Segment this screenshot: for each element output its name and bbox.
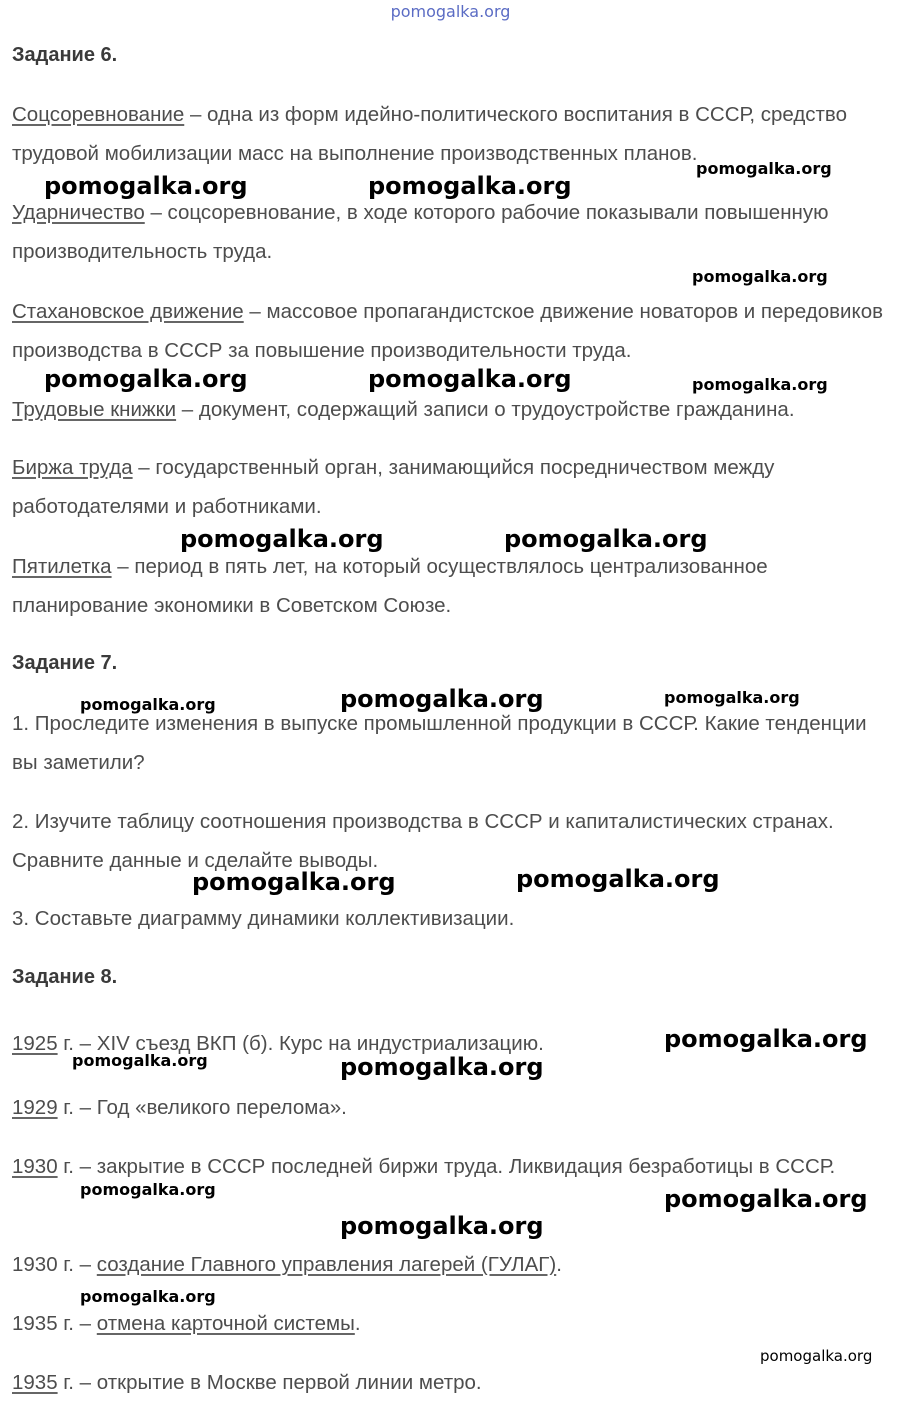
- definition-text: – массовое пропагандистское движение новаторов и передовиков производства в СССР за повышение производительности труда.: [12, 300, 883, 362]
- timeline-suffix: .: [354, 1312, 361, 1335]
- watermark: pomogalka.org: [44, 365, 248, 393]
- timeline-item: [12, 1245, 892, 1284]
- definition-term: Биржа труда: [12, 456, 133, 479]
- timeline-item: [12, 1304, 892, 1343]
- timeline-event: Год «великого перелома».: [96, 1096, 347, 1119]
- watermark: pomogalka.org: [192, 868, 396, 896]
- timeline-year: 1935: [12, 1371, 58, 1394]
- timeline-year: 1930: [12, 1155, 58, 1178]
- definition-item: [12, 547, 892, 625]
- definition-term: Пятилетка: [12, 555, 112, 578]
- watermark: pomogalka.org: [72, 1051, 208, 1070]
- timeline-event: создание Главного управления лагерей (ГУЛАГ): [96, 1253, 557, 1276]
- definition-term: Ударничество: [12, 201, 145, 224]
- timeline-event: XIV съезд ВКП (б). Курс на индустриализацию.: [96, 1032, 544, 1055]
- watermark: pomogalka.org: [80, 695, 216, 714]
- timeline-suffix: .: [556, 1253, 562, 1276]
- timeline-prefix: г. –: [57, 1253, 97, 1276]
- question-item: 2. Изучите таблицу соотношения производства в СССР и капиталистических странах. Сравните данные и сделайте выводы.: [12, 810, 834, 872]
- timeline-prefix: г. –: [57, 1155, 97, 1178]
- watermark: pomogalka.org: [340, 685, 544, 713]
- definition-item: [12, 193, 892, 271]
- definition-term: Стахановское движение: [12, 300, 244, 323]
- timeline-prefix: г. –: [57, 1371, 97, 1394]
- timeline-prefix: г. –: [57, 1312, 97, 1335]
- definition-text: – документ, содержащий записи о трудоустройстве гражданина.: [176, 398, 795, 421]
- watermark: pomogalka.org: [692, 375, 828, 394]
- task7-heading: Задание 7.: [12, 652, 118, 674]
- timeline-year: 1930: [12, 1253, 58, 1276]
- watermark: pomogalka.org: [760, 1347, 873, 1365]
- watermark: pomogalka.org: [692, 267, 828, 286]
- watermark: pomogalka.org: [340, 1053, 544, 1081]
- timeline-prefix: г. –: [57, 1032, 97, 1055]
- definition-text: – период в пять лет, на который осуществлялось централизованное планирование экономики в Советском Союзе.: [12, 555, 768, 617]
- watermark: pomogalka.org: [44, 172, 248, 200]
- watermark: pomogalka.org: [664, 1185, 868, 1213]
- watermark: pomogalka.org: [368, 365, 572, 393]
- definition-text: – государственный орган, занимающийся посредничеством между работодателями и работниками.: [12, 456, 775, 518]
- site-header-link[interactable]: pomogalka.org: [390, 2, 511, 21]
- watermark: pomogalka.org: [664, 688, 800, 707]
- watermark: pomogalka.org: [80, 1180, 216, 1199]
- timeline-year: 1925: [12, 1032, 58, 1055]
- task6-heading: Задание 6.: [12, 44, 118, 66]
- timeline-event: закрытие в СССР последней биржи труда. Ликвидация безработицы в СССР.: [96, 1155, 836, 1178]
- watermark: pomogalka.org: [664, 1025, 868, 1053]
- watermark: pomogalka.org: [368, 172, 572, 200]
- timeline-event: открытие в Москве первой линии метро.: [96, 1371, 482, 1394]
- timeline-year: 1929: [12, 1096, 58, 1119]
- definition-text: – одна из форм идейно-политического воспитания в СССР, средство трудовой мобилизации масс на выполнение производственных планов.: [12, 103, 847, 165]
- question-item: 1. Проследите изменения в выпуске промышленной продукции в СССР. Какие тенденции вы заметили?: [12, 712, 867, 774]
- watermark: pomogalka.org: [504, 525, 708, 553]
- watermark: pomogalka.org: [80, 1287, 216, 1306]
- watermark: pomogalka.org: [696, 159, 832, 178]
- definition-term: Трудовые книжки: [12, 398, 177, 421]
- watermark: pomogalka.org: [516, 865, 720, 893]
- timeline-item: [12, 1088, 892, 1127]
- timeline-prefix: г. –: [57, 1096, 97, 1119]
- question-item: 3. Составьте диаграмму динамики коллективизации.: [12, 907, 515, 930]
- definition-text: – соцсоревнование, в ходе которого рабочие показывали повышенную производительность труда.: [12, 201, 829, 263]
- definition-item: [12, 292, 892, 370]
- task8-heading: Задание 8.: [12, 966, 118, 988]
- watermark: pomogalka.org: [340, 1212, 544, 1240]
- definition-term: Соцсоревнование: [12, 103, 185, 126]
- timeline-item: [12, 1363, 892, 1402]
- watermark: pomogalka.org: [180, 525, 384, 553]
- definition-item: [12, 448, 892, 526]
- timeline-year: 1935: [12, 1312, 58, 1335]
- timeline-event: отмена карточной системы: [96, 1312, 355, 1335]
- definition-item: [12, 390, 892, 429]
